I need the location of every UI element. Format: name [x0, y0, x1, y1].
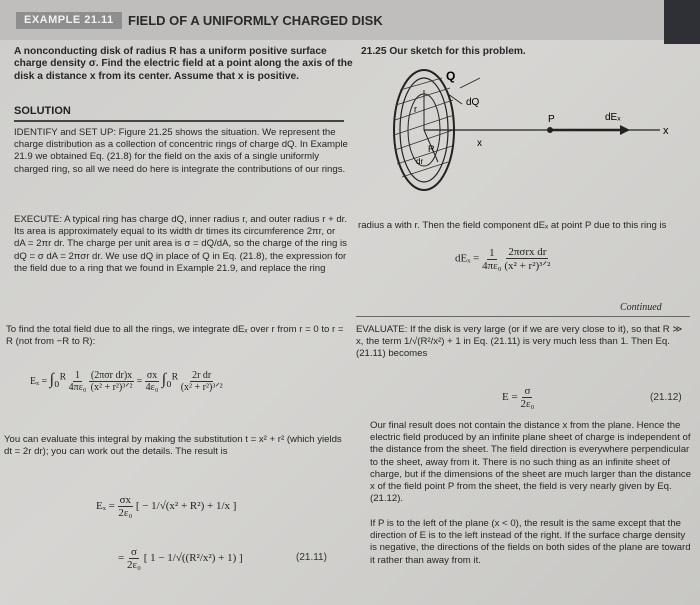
identify-text: IDENTIFY and SET UP: Figure 21.25 shows the situation. We represent the charge distribution as a collection of concentric rings of charge dQ. In Example 21.9 we obtained Eq. (21.8) for the field on the axis of a single uniformly charged ring, so all we need do here is integrate the contributions of our rings.	[14, 127, 348, 175]
right-continuation: radius a with r. Then the field component dEₓ at point P due to this ring is	[358, 220, 667, 231]
sketch-caption: 21.25 Our sketch for this problem.	[361, 46, 526, 57]
equation-number-21-11: (21.11)	[296, 552, 327, 563]
evaluate-text: EVALUATE: If the disk is very large (or if we are very close to it), so that R ≫ x, the term 1/√(R²/x²) + 1 in Eq. (21.11) is very much less than 1. Then Eq. (21.11) becomes	[356, 324, 683, 360]
solution-heading: SOLUTION	[14, 105, 71, 117]
integrate-text: To find the total field due to all the rings, we integrate dEₓ over r from r = 0 to r = R (not from −R to R):	[6, 324, 344, 348]
equation-number-21-12: (21.12)	[650, 392, 682, 403]
label-x: x	[477, 138, 482, 149]
continued-rule	[356, 316, 690, 317]
example-title: FIELD OF A UNIFORMLY CHARGED DISK	[128, 13, 383, 28]
equation-result-1: Eₓ = $\frac{\sigma x}{\text{2ε₀}}$ [ − 1/√(x² + R²) + 1/x ]	[96, 494, 237, 519]
label-r: r	[414, 104, 417, 114]
disk-figure	[380, 60, 695, 200]
equation-dEx: dEₓ = $\frac{1}{\text{4πε₀}}$ $\frac{\text{2πσrx dr}}{\text{(x² + r²)³ᐟ²}}$	[455, 246, 551, 272]
label-Q: Q	[446, 69, 456, 83]
execute-text: EXECUTE: A typical ring has charge dQ, inner radius r, and outer radius r + dr. Its area is approximately equal to its width dr times its circumference 2πr, or dA = 2πr dr. The charge per unit area is σ = dQ/dA, so the charge of the ring is dQ = σ dA = 2πσr dr. We use dQ in place of Q in Eq. (21.8), the expression for the field due to a ring that we found in Example 21.9, and replace the ring	[14, 214, 348, 274]
final-paragraph: Our final result does not contain the distance x from the plane. Hence the electric field produced by an infinite plane sheet of charge is independent of the distance from the sheet. The field direction is everywhere perpendicular to the sheet, away from it. There is no such thing as an infinite sheet of charge, but if the dimensions of the sheet are much larger than the distance x of the field point P from the sheet, the field is very nearly given by Eq. (21.12).	[370, 420, 692, 505]
solution-rule	[14, 120, 344, 122]
label-dQ: dQ	[466, 97, 480, 108]
equation-result-2: = $\frac{\sigma}{\text{2ε₀}}$ [ 1 − 1/√((R²/x²) + 1) ]	[118, 546, 243, 571]
label-x-axis: x	[663, 125, 669, 137]
label-dr: dr	[416, 157, 424, 166]
continued-label: Continued	[620, 302, 662, 313]
final-paragraph-2: If P is to the left of the plane (x < 0), the result is the same except that the direction of E is to the left instead of the right. If the surface charge density is negative, the directions of the fields on both sides of the plane are toward it rather than away from it.	[370, 518, 691, 566]
page-corner-logo	[664, 0, 700, 44]
equation-Ex-integral: Eₓ = ∫₀ᴿ $\frac{1}{\text{4πε₀}}$ $\frac{\text{(2πσr dr)x}}{\text{(x² + r²)³ᐟ²}}$ = $\frac{\sigma x}{\text{4ε₀}}$ ∫₀ᴿ $\frac{\text{2r dr}}{\text{(x² + r²)³ᐟ²}}$	[30, 370, 223, 393]
label-R: R	[428, 144, 435, 154]
label-P: P	[548, 114, 555, 125]
problem-statement: A nonconducting disk of radius R has a uniform positive surface charge density σ. Find the electric field at a point along the axis of the disk a distance x from its center. Assume that x is positive.	[14, 46, 353, 82]
equation-E-plane: E = $\frac{\sigma}{\text{2ε₀}}$	[502, 385, 535, 410]
example-tag: EXAMPLE 21.11	[16, 12, 122, 29]
label-dEx: dEₓ	[605, 112, 621, 123]
substitution-text: You can evaluate this integral by making the substitution t = x² + r² (which yields dt = 2r dr); you can work out the details. The result is	[4, 434, 342, 458]
